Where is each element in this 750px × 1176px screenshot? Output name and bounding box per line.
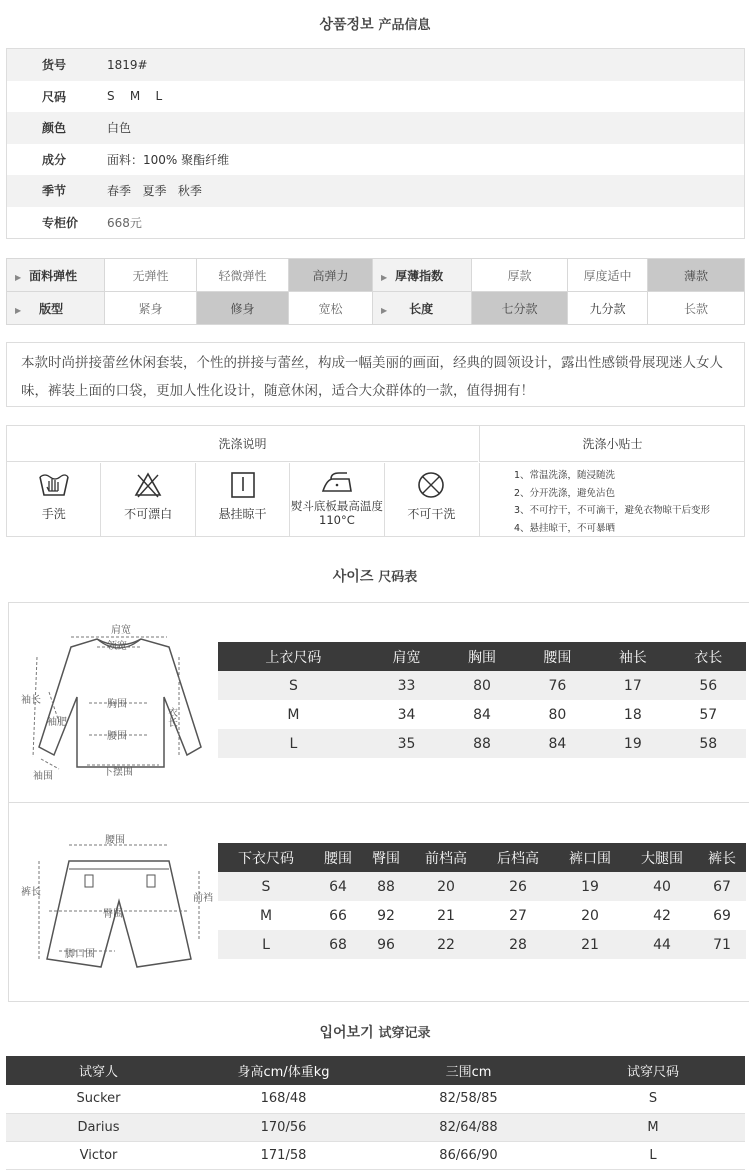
attr-option-selected: 七分款 [472, 292, 568, 325]
care-item: 不可干洗 [385, 463, 478, 537]
table-cell: 69 [713, 907, 731, 924]
care-item: 不可漂白 [101, 463, 195, 537]
no-tumble-dry-icon [413, 469, 449, 501]
table-cell: 86/66/90 [376, 1141, 561, 1169]
table-cell: 56 [671, 671, 746, 700]
table-cell: Darius [6, 1113, 191, 1141]
attr-option: 厚度适中 [568, 259, 648, 292]
table-cell: 96 [362, 930, 410, 959]
product-description: 本款时尚拼接蕾丝休闲套装，个性的拼接与蕾丝，构成一幅美丽的画面，经典的圆领设计，露出性感锁骨展现迷人女人味，裤装上面的口袋，更加人性化设计，随意休闲，适合大众群体的一款，值得拥有！ [6, 342, 745, 407]
label-leg-opening: 脚口围 [65, 949, 95, 960]
table-cell: 84 [520, 729, 595, 758]
table-cell: L [561, 1141, 745, 1169]
table-cell: 80 [444, 671, 519, 700]
attr-option: 长款 [648, 292, 745, 325]
care-tips-title: 洗涤小贴士 [479, 426, 745, 462]
table-cell: 68 [314, 930, 362, 959]
label-armhole: 袖肥 [47, 717, 67, 728]
table-cell: 71 [698, 930, 746, 959]
label-waist: 腰围 [107, 731, 127, 742]
table-cell: S [561, 1085, 745, 1113]
table-cell: 35 [369, 729, 444, 758]
table-cell: S [218, 872, 314, 901]
attr-option: 厚款 [472, 259, 568, 292]
table-cell: 88 [444, 729, 519, 758]
care-instructions-title: 洗涤说明 [7, 426, 478, 462]
top-garment-diagram [19, 617, 224, 797]
table-cell: 92 [377, 907, 395, 924]
label-waist: 腰围 [105, 835, 125, 846]
label-sleeve: 袖长 [21, 695, 41, 706]
info-row: 尺码 S M L [42, 89, 163, 104]
attr-label-fit: ▶ 版型 [7, 292, 105, 325]
table-header: 前档高 [410, 843, 482, 872]
care-tip: 1、常温洗涤，随浸随洗 [514, 470, 616, 481]
info-row: 颜色 白色 [7, 112, 744, 144]
care-tip: 3、不可拧干，不可滴干，避免衣物晾干后变形 [514, 505, 711, 516]
table-cell: 28 [482, 930, 554, 959]
table-cell: Sucker [6, 1085, 191, 1113]
attr-option: 宽松 [289, 292, 373, 325]
tryon-table [6, 1056, 745, 1170]
table-row [6, 1085, 745, 1113]
iron-icon [319, 469, 355, 495]
table-cell: 168/48 [191, 1085, 376, 1113]
label-hip: 臀围 [103, 909, 123, 920]
table-cell: 18 [623, 706, 642, 723]
table-cell: 80 [548, 706, 567, 723]
table-cell: 82/64/88 [376, 1113, 561, 1141]
label-hem: 下摆围 [103, 767, 133, 778]
hang-dry-icon [225, 469, 261, 501]
info-row: 季节 春季 夏季 秋季 [7, 175, 744, 207]
info-row: 成分 面料：100% 聚酯纤维 [42, 152, 230, 167]
table-row [218, 700, 746, 729]
table-header: 下衣尺码 [218, 843, 314, 872]
table-cell: 33 [369, 671, 444, 700]
table-header: 裤口围 [554, 843, 626, 872]
table-header: 腰围 [520, 642, 595, 671]
bottom-size-table [218, 843, 746, 959]
label-neck: 领宽 [107, 641, 127, 652]
table-header: 三围cm [376, 1056, 561, 1085]
attr-label-length: ▶ 长度 [373, 292, 472, 325]
table-row [218, 671, 746, 700]
table-cell: L [218, 930, 314, 959]
label-pants-length: 裤长 [21, 887, 41, 898]
table-cell: S [218, 671, 369, 700]
care-section [6, 425, 745, 537]
care-item: 悬挂晾干 [196, 463, 290, 537]
table-row [6, 1141, 745, 1169]
table-cell: 40 [626, 872, 698, 901]
table-cell: 171/58 [191, 1141, 376, 1169]
table-cell: 58 [671, 729, 746, 758]
product-info-title: 상품정보 产品信息 [319, 17, 431, 33]
attributes-table [6, 258, 745, 325]
table-header: 肩宽 [369, 642, 444, 671]
attr-label-thickness: ▶ 厚薄指数 [373, 259, 472, 292]
table-header: 腰围 [314, 843, 362, 872]
label-rise: 前裆 [193, 893, 213, 904]
table-header: 臀围 [362, 843, 410, 872]
care-tip: 4、悬挂晾干，不可暴晒 [514, 522, 616, 534]
table-cell: 66 [329, 907, 347, 924]
attr-option-selected: 薄款 [648, 259, 745, 292]
attr-label-elasticity: ▶ 面料弹性 [7, 259, 105, 292]
table-cell: 64 [314, 872, 362, 901]
table-row [218, 872, 746, 901]
care-tip: 2、分开洗涤，避免沾色 [514, 487, 616, 499]
table-cell: 76 [520, 671, 595, 700]
hand-wash-icon [36, 469, 72, 501]
tryon-title: 입어보기 试穿记录 [319, 1025, 431, 1041]
table-cell: 20 [581, 907, 599, 924]
table-cell: 44 [626, 930, 698, 959]
table-header: 身高cm/体重kg [191, 1056, 376, 1085]
table-cell: 17 [595, 671, 670, 700]
table-header: 衣长 [671, 642, 746, 671]
table-header: 后档高 [482, 843, 554, 872]
table-row [6, 1113, 745, 1141]
care-item: 手洗 [7, 463, 101, 537]
table-cell: 34 [397, 706, 416, 723]
table-cell: 82/58/85 [376, 1085, 561, 1113]
table-cell: 57 [699, 706, 718, 723]
product-info-table [6, 48, 745, 239]
table-row [218, 729, 746, 758]
attr-option-selected: 修身 [197, 292, 289, 325]
table-header: 试穿人 [6, 1056, 191, 1085]
bottom-garment-diagram [19, 831, 224, 996]
attr-option-selected: 高弹力 [289, 259, 373, 292]
table-cell: 27 [509, 907, 527, 924]
table-cell: Victor [6, 1141, 191, 1169]
table-cell: L [218, 729, 369, 758]
table-row [218, 930, 746, 959]
table-header: 胸围 [444, 642, 519, 671]
top-size-table [218, 642, 746, 758]
table-cell: 42 [653, 907, 671, 924]
table-cell: 88 [362, 872, 410, 901]
no-bleach-icon [130, 469, 166, 501]
table-row [218, 901, 746, 930]
attr-option: 九分款 [568, 292, 648, 325]
attr-option: 紧身 [105, 292, 197, 325]
table-cell: 170/56 [191, 1113, 376, 1141]
table-header: 试穿尺码 [561, 1056, 745, 1085]
table-header: 上衣尺码 [218, 642, 369, 671]
table-cell: 19 [554, 872, 626, 901]
table-cell: 84 [473, 706, 491, 723]
label-length: 衣长 [165, 707, 177, 727]
attr-option: 无弹性 [105, 259, 197, 292]
table-header: 裤长 [698, 843, 746, 872]
table-header: 大腿围 [626, 843, 698, 872]
attr-option: 轻微弹性 [197, 259, 289, 292]
care-tips-list [479, 463, 745, 537]
table-cell: 21 [554, 930, 626, 959]
table-cell: M [561, 1113, 745, 1141]
table-cell: M [259, 907, 273, 924]
table-cell: 21 [437, 907, 455, 924]
table-header: 袖长 [595, 642, 670, 671]
info-row: 货号 1819# [7, 49, 744, 81]
table-cell: 26 [482, 872, 554, 901]
size-chart-title: 사이즈 尺码表 [332, 569, 418, 585]
label-shoulder: 肩宽 [111, 625, 131, 636]
table-cell: M [287, 706, 300, 723]
care-item: 熨斗底板最高温度 110°C [290, 463, 384, 537]
table-cell: 67 [698, 872, 746, 901]
table-cell: 22 [410, 930, 482, 959]
label-chest: 胸围 [107, 699, 127, 710]
label-cuff: 袖围 [33, 771, 53, 782]
table-cell: 19 [595, 729, 670, 758]
info-row: 专柜价 668元 [42, 215, 142, 230]
table-cell: 20 [410, 872, 482, 901]
